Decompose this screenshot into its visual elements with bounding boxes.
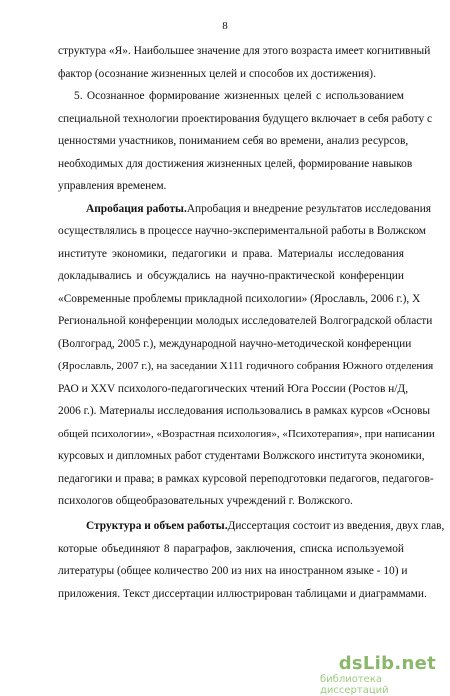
- paragraph-3-line-3: институте экономики, педагогики и права. Материалы исследования: [58, 248, 404, 260]
- paragraph-3-line-1: [86, 202, 432, 216]
- paragraph-3-line-6: Региональной конференции молодых исследователей Волгоградской области: [58, 315, 433, 327]
- paragraph-1-line-1: структура «Я». Наибольшее значение для этого возраста имеет когнитивный: [58, 45, 431, 57]
- structure-heading: Структура и объем работы.: [86, 520, 228, 532]
- paragraph-3-line-9: РАО и XXV психолого-педагогических чтений Юга России (Ростов н/Д,: [58, 383, 409, 395]
- paragraph-3-line-12: курсовых и дипломных работ студентами Волжского института экономики,: [58, 450, 425, 462]
- paragraph-3-line-7: (Волгоград, 2005 г.), международной научно-методической конференции: [58, 338, 412, 350]
- page-number: 8: [222, 20, 228, 32]
- approbation-heading: Апробация работы.: [86, 203, 187, 215]
- paragraph-2-line-4: необходимых для достижения жизненных целей, формирование навыков: [58, 158, 413, 170]
- approbation-first-text: Апробация и внедрение результатов исследования: [186, 203, 432, 215]
- paragraph-2-line-3: ценностями участников, пониманием себя во времени, анализ ресурсов,: [58, 135, 409, 147]
- paragraph-3-line-11: общей психологии», «Возрастная психология», «Психотерапия», при написании: [58, 428, 435, 440]
- dslib-caption: библиотека диссертаций: [320, 674, 389, 696]
- paragraph-4-line-3: литературы (общее количество 200 из них на иностранном языке - 10) и: [58, 565, 408, 577]
- paragraph-4-line-2: которые объединяют 8 параграфов, заключения, списка используемой: [58, 543, 404, 555]
- paragraph-3-line-2: осуществлялись в процессе научно-экспериментальной работы в Волжском: [58, 225, 427, 237]
- paragraph-1-line-2: фактор (осознание жизненных целей и способов их достижения).: [58, 68, 376, 80]
- paragraph-3-line-14: психологов общеобразовательных учреждений г. Волжского.: [58, 495, 353, 507]
- paragraph-3-line-5: «Современные проблемы прикладной психологии» (Ярославль, 2006 г.), X: [58, 293, 421, 305]
- paragraph-4-line-1: [86, 519, 445, 533]
- paragraph-3-line-13: педагогики и права; в рамках курсовой переподготовки педагогов, педагогов-: [58, 473, 434, 485]
- logo-tld: net: [401, 653, 436, 674]
- paragraph-3-line-10: 2006 г.). Материалы исследования использовались в рамках курсов «Основы: [58, 405, 431, 417]
- structure-first-text: Диссертация состоит из введения, двух глав,: [227, 520, 445, 532]
- paragraph-3-line-4: докладывались и обсуждались на научно-практической конференции: [58, 270, 404, 282]
- paragraph-3-line-8: (Ярославль, 2007 г.), на заседании Х111 годичного собрания Южного отделения: [58, 360, 434, 372]
- paragraph-2-line-5: управления временем.: [58, 180, 167, 192]
- paragraph-4-line-4: приложения. Текст диссертации иллюстрирован таблицами и диаграммами.: [58, 588, 427, 600]
- logo-dot: .: [394, 653, 402, 674]
- dslib-watermark: [320, 653, 440, 696]
- paragraph-2-line-1: 5. Осознанное формирование жизненных целей с использованием: [74, 90, 404, 102]
- dslib-logo: [339, 653, 436, 674]
- paragraph-2-line-2: специальной технологии проектирования будущего включает в себя работу с: [58, 113, 433, 125]
- logo-main: dsLib: [338, 653, 395, 674]
